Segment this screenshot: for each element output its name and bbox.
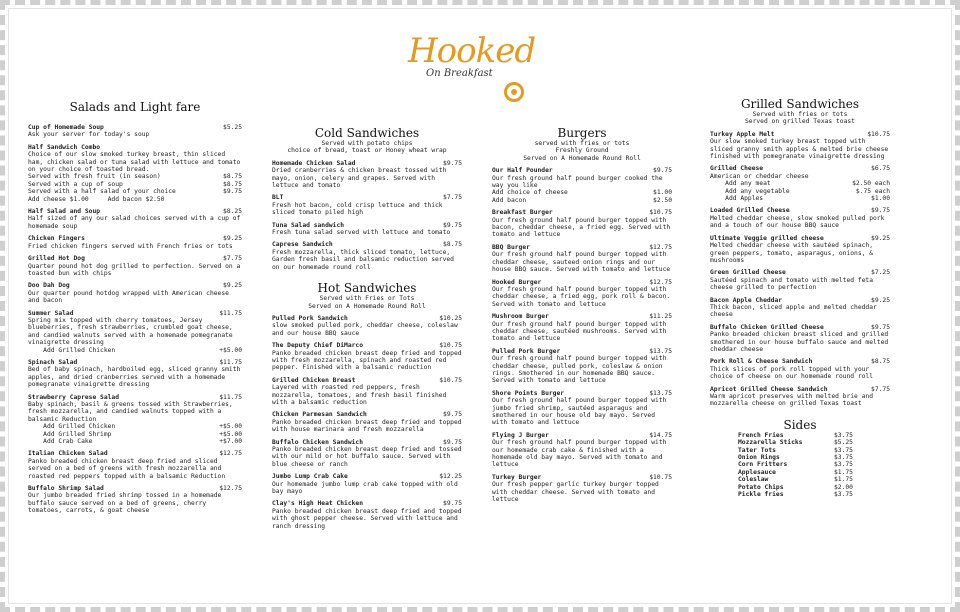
menu-item-name: Half Sandwich Combo (28, 143, 101, 151)
extra-price: $8.75 (223, 180, 242, 188)
section-title: Cold Sandwiches (314, 126, 420, 140)
menu-item-header (28, 144, 242, 151)
menu-item-price: $9.75 (871, 323, 890, 331)
menu-item (710, 324, 890, 354)
salads-section (28, 100, 242, 515)
side-item (738, 469, 890, 476)
menu-item-name: Turkey Apple Melt (710, 130, 775, 138)
menu-item (272, 194, 462, 216)
menu-item-description: slow smoked pulled pork, cheddar cheese, coleslaw and our house BBQ sauce (272, 322, 458, 337)
menu-item-name: BBQ Burger (492, 243, 530, 251)
menu-item-name: Caprese Sandwich (272, 241, 333, 249)
menu-item-name: The Deputy Chief DiMarco (272, 342, 363, 350)
menu-item-price: $10.75 (867, 130, 890, 138)
extra-label: Add Apples (710, 195, 764, 203)
menu-item-description: Our fresh ground half pound burger topped with bacon, cheddar cheese, a fried egg. Served with tomato and lettuce (492, 216, 671, 239)
menu-item-header (272, 377, 462, 384)
menu-item-price: $7.75 (871, 385, 890, 393)
menu-item-price: $9.75 (871, 207, 890, 215)
menu-item-extra (28, 181, 242, 188)
menu-item-price: $10.75 (439, 342, 462, 350)
menu-item (272, 342, 462, 372)
menu-item-header (710, 235, 890, 242)
menu-item (492, 390, 672, 427)
menu-item-name: Buffalo Chicken Sandwich (272, 438, 363, 446)
menu-item-description: Fresh hot bacon, cold crisp lettuce and thick sliced tomato piled high (272, 201, 443, 217)
extra-price: $2.50 (653, 196, 672, 204)
menu-item-name: Grilled Hot Dog (28, 255, 85, 263)
menu-item-header (28, 124, 242, 131)
menu-item-name: Clay's High Heat Chicken (272, 500, 363, 508)
menu-item-price: $11.75 (219, 309, 242, 317)
extra-label: Add Grilled Chicken (28, 346, 116, 354)
menu-item (710, 269, 890, 291)
menu-item (710, 207, 890, 229)
menu-item-header (272, 342, 462, 349)
menu-item (710, 235, 890, 265)
menu-item-extra (28, 173, 242, 180)
menu-item-header (710, 358, 890, 365)
menu-item-extra (492, 197, 672, 204)
menu-item-header (492, 390, 672, 397)
menu-item-header (272, 473, 462, 480)
menu-item-price: $9.75 (443, 438, 462, 446)
menu-item-extra (492, 189, 672, 196)
menu-item-name: Buffalo Chicken Grilled Cheese (710, 323, 824, 331)
side-item-name: Coleslaw (738, 476, 769, 484)
menu-item-name: Strawberry Caprese Salad (28, 393, 119, 401)
menu-item (28, 359, 242, 389)
menu-item-description: Warm apricot preserves with melted brie and mozzarella cheese on grilled Texas toast (710, 393, 874, 408)
menu-item-description: Panko breaded chicken breast deep fried and sliced served on a bed of greens with fresh mozzarella and roasted red peppers topped with a balsamic Reduction (28, 457, 226, 480)
extra-price: $2.50 each (852, 180, 890, 188)
menu-item (272, 439, 462, 469)
section-title: Burgers (557, 126, 607, 140)
menu-item (710, 358, 890, 380)
extra-price: $1.00 (653, 189, 672, 197)
menu-item-price: $8.25 (223, 208, 242, 216)
menu-item-header (710, 269, 890, 276)
menu-item-header (492, 209, 672, 216)
menu-item (492, 209, 672, 239)
side-item-price: $3.75 (834, 461, 853, 469)
menu-item-description: Panko breaded chicken breast sliced and grilled smothered in our house buffalo sauce and melted cheddar cheese (710, 331, 889, 353)
menu-item-price: $9.25 (871, 234, 890, 242)
side-item (738, 476, 890, 483)
menu-item-name: Italian Chicken Salad (28, 450, 108, 458)
menu-item-description: Fresh mozzarella, thick sliced tomato, lettuce, Garden fresh basil and balsamic reduction served on our homemade round roll (272, 248, 454, 271)
burgers-section (492, 126, 672, 503)
menu-item-header (710, 165, 890, 172)
grilled-sandwiches-section (710, 97, 890, 498)
menu-item-description: Dried cranberries & chicken breast tossed with mayo, onion, celery and grapes. Served with lettuce and tomato (272, 167, 447, 190)
menu-item (710, 131, 890, 161)
egg-icon (504, 82, 524, 102)
menu-item-price: $9.25 (223, 282, 242, 290)
menu-item-header (492, 432, 672, 439)
menu-item-name: Loaded Grilled Cheese (710, 207, 790, 215)
cold-sandwiches-section (272, 126, 462, 530)
menu-item-description: Quarter pound hot dog grilled to perfection. Served on a toasted bun with chips (28, 262, 241, 277)
section-title: Sides (783, 417, 817, 432)
menu-item-price: $11.75 (219, 393, 242, 401)
menu-item-price: $12.25 (439, 473, 462, 481)
extra-label: Served with a cup of soup (28, 180, 123, 188)
menu-item-header (710, 131, 890, 138)
menu-item-header (28, 208, 242, 215)
menu-item-price: $9.75 (443, 159, 462, 167)
menu-item-extra (28, 431, 242, 438)
menu-item-description: American or cheddar cheese (710, 172, 809, 180)
menu-item-header (272, 241, 462, 248)
menu-item-name: Chicken Parmesan Sandwich (272, 411, 367, 419)
menu-item-name: Cup of Homemade Soup (28, 124, 104, 131)
menu-item-extra (710, 195, 890, 202)
menu-item-header (492, 474, 672, 481)
sides-section (710, 418, 890, 499)
menu-item-name: Jumbo Lump Crab Cake (272, 473, 348, 481)
menu-item-name: Pork Roll & Cheese Sandwich (710, 358, 813, 366)
section-title: Grilled Sandwiches (740, 97, 860, 111)
side-item-name: Applesauce (738, 468, 776, 476)
menu-item-name: Grilled Cheese (710, 165, 764, 173)
menu-item-description: Melted cheddar cheese with sautéed spinach, green peppers, tomato, asparagus, onions, & mushrooms (710, 242, 874, 264)
menu-item-header (28, 394, 242, 401)
menu-item (28, 255, 242, 277)
menu-item-description: Our fresh ground half pound burger cooked the way you like (492, 174, 663, 190)
menu-item-description: Sautéed spinach and tomato with melted feta cheese grilled to perfection (710, 276, 874, 292)
menu-item (28, 450, 242, 480)
menu-item-price: $12.75 (649, 278, 672, 286)
menu-item-name: Summer Salad (28, 309, 74, 317)
menu-item-name: Apricot Grilled Cheese Sandwich (710, 385, 828, 393)
menu-item-description: Our slow smoked turkey breast topped with sliced granny smith apples & melted brie cheese finished with pomegranate vinaigrette dressing (710, 138, 889, 161)
extra-label: Add any meat (710, 180, 771, 188)
menu-item-extra (28, 347, 242, 354)
extra-price: +$5.00 (219, 423, 242, 431)
side-item-price: $3.75 (834, 454, 853, 462)
menu-item (492, 432, 672, 469)
menu-item-name: Bacon Apple Cheddar (710, 296, 783, 304)
menu-item-name: Doo Dah Dog (28, 282, 70, 290)
menu-item-price: $14.75 (649, 431, 672, 439)
extra-label: Add Grilled Shrimp (28, 430, 112, 438)
menu-item-header (272, 160, 462, 167)
menu-item-description: Our fresh pepper garlic turkey burger topped with cheddar cheese. Served with tomato and lettuce (492, 481, 659, 504)
menu-item-name: Spinach Salad (28, 358, 78, 366)
side-item-name: Corn Fritters (738, 461, 788, 469)
menu-item-header (28, 310, 242, 317)
extra-label: Add bacon (492, 196, 527, 204)
extra-price: $9.75 (223, 188, 242, 196)
menu-item-header (710, 324, 890, 331)
menu-item-price: $10.75 (439, 376, 462, 384)
menu-item (492, 244, 672, 274)
menu-item-name: Green Grilled Cheese (710, 269, 786, 277)
menu-item-price: $11.25 (649, 313, 672, 321)
side-item-name: Tater Tots (738, 446, 776, 454)
extra-label: Served with fresh fruit (in season) (28, 173, 161, 181)
extra-label: Add any vegetable (710, 187, 790, 195)
side-item (738, 484, 890, 491)
menu-item-name: Mushroom Burger (492, 313, 549, 321)
extra-label: Served with a half salad of your choice (28, 188, 176, 196)
menu-item-header (710, 386, 890, 393)
menu-item-price: $10.75 (649, 473, 672, 481)
menu-item-name: Grilled Chicken Breast (272, 376, 356, 384)
menu-item-header (28, 450, 242, 457)
menu-item (28, 282, 242, 304)
menu-item-description: Bed of baby spinach, hardboiled egg, sliced granny smith apples, and dried cranberries served with a homemade pomegranate vinaigrette dressing (28, 366, 241, 389)
menu-item-name: Half Salad and Soup (28, 208, 101, 216)
menu-item-price: $13.75 (649, 347, 672, 355)
menu-item-price: $9.75 (443, 411, 462, 419)
menu-item (492, 167, 672, 204)
menu-item-price: $9.75 (443, 221, 462, 229)
menu-item-header (492, 348, 672, 355)
menu-item-description: Half sized of any our salad choices served with a cup of homemade soup (28, 215, 241, 230)
menu-item (28, 310, 242, 354)
menu-item-description: Choice of our slow smoked turkey breast, thin sliced ham, chicken salad or tuna salad with lettuce and tomato on your choice of toasted bread. (28, 151, 241, 174)
menu-item-price: $12.75 (649, 243, 672, 251)
menu-item-price: $6.75 (871, 165, 890, 173)
menu-item-description: Spring mix topped with cherry tomatoes, Jersey blueberries, fresh strawberries, crumbled goat cheese, and candied walnuts served with a homemade pomegranate vinaigrette dressing (28, 316, 233, 347)
menu-item-header (710, 207, 890, 214)
side-item-name: Pickle fries (738, 491, 784, 499)
side-item-name: Potato Chips (738, 483, 784, 491)
menu-item (28, 235, 242, 250)
menu-item-price: $8.75 (443, 241, 462, 249)
menu-item (272, 500, 462, 530)
section-subtitle: Served with fries or tots Served on grilled Texas toast (745, 111, 855, 126)
menu-item-description: Our quarter pound hotdog wrapped with American cheese and bacon (28, 289, 229, 305)
menu-item-price: $11.75 (219, 358, 242, 366)
menu-item-price: $13.75 (649, 389, 672, 397)
menu-item (710, 165, 890, 202)
menu-item (28, 144, 242, 203)
menu-item-price: $9.75 (443, 500, 462, 508)
menu-item-description: Our homemade jumbo lump crab cake topped with old bay mayo (272, 480, 458, 496)
section-title: Hot Sandwiches (317, 281, 417, 296)
menu-item-extra (28, 196, 242, 203)
side-item (738, 461, 890, 468)
menu-item-name: Hooked Burger (492, 278, 542, 286)
menu-item-header (272, 439, 462, 446)
menu-item-description: Panko breaded chicken breast deep fried and topped with house marinara and fresh mozzarella (272, 418, 462, 434)
extra-label: Add cheese $1.00 Add bacon $2.50 (28, 195, 165, 203)
extra-price: +$7.00 (219, 438, 242, 446)
menu-item-name: Pulled Pork Burger (492, 347, 561, 355)
menu-item-header (272, 500, 462, 507)
menu-item-description: Our fresh ground half pound burger topped with cheddar cheese, sautéed mushrooms. Served with tomato and lettuce (492, 320, 667, 343)
section-gap (710, 408, 890, 418)
menu-item-price: $8.75 (871, 358, 890, 366)
side-item (738, 439, 890, 446)
side-item (738, 447, 890, 454)
menu-item (272, 241, 462, 271)
menu-item-price: $9.25 (871, 296, 890, 304)
menu-item-name: Ultimate Veggie grilled cheese (710, 234, 824, 242)
section-gap (272, 271, 462, 281)
menu-item-name: Our Half Pounder (492, 167, 553, 175)
extra-label: Add Grilled Chicken (28, 423, 116, 431)
menu-item-name: Tuna Salad sandwich (272, 221, 345, 229)
menu-item-description: Thick bacon, sliced apple and melted cheddar cheese (710, 303, 877, 319)
menu-item-name: Buffalo Shrimp Salad (28, 485, 104, 493)
extra-price: $8.75 (223, 173, 242, 181)
menu-item (492, 348, 672, 385)
menu-item-description: Our jumbo breaded fried shrimp tossed in a homemade buffalo sauce served on a bed of greens, cherry tomatoes, carrots, & goat cheese (28, 492, 222, 515)
logo (408, 31, 548, 104)
menu-item-header (28, 255, 242, 262)
side-item-price: $3.75 (834, 446, 853, 454)
menu-item (710, 297, 890, 319)
side-item (738, 491, 890, 498)
menu-item-price: $7.25 (871, 269, 890, 277)
menu-item-description: Ask your server for today's soup (28, 131, 150, 139)
menu-item-price: $5.25 (223, 124, 242, 131)
side-item-price: $2.00 (834, 483, 853, 491)
menu-item-name: Homemade Chicken Salad (272, 159, 356, 167)
menu-item-name: Flying J Burger (492, 431, 549, 439)
menu-item-extra (28, 438, 242, 445)
extra-price: $1.00 (871, 195, 890, 203)
section-title: Salads and Light fare (69, 100, 201, 114)
menu-item-description: Baby spinach, basil & greens tossed with Strawberries, fresh mozzarella, and candied walnuts topped with a balsamic Reduction (28, 401, 233, 423)
menu-item-description: Panko breaded chicken breast deep fried and tossed with our mild or hot buffalo sauce. Served with blue cheese or ranch (272, 446, 462, 468)
menu-item-price: $10.25 (439, 314, 462, 322)
menu-item (272, 222, 462, 237)
logo-brand: Hooked (408, 31, 536, 71)
menu-item (492, 313, 672, 343)
side-item-price: $3.75 (834, 491, 853, 499)
menu-item-description: Panko breaded chicken breast deep fried and topped with fresh mozzarella, spinach and roasted red pepper. Finished with a balsamic reduction (272, 349, 462, 372)
menu-item-name: BLT (272, 194, 284, 202)
section-subtitle: Served with potato chips choice of bread, toast or Honey wheat wrap (287, 140, 447, 155)
menu-item (492, 474, 672, 504)
menu-item-price: $12.75 (219, 450, 242, 458)
side-item-price: $1.75 (834, 468, 853, 476)
menu-item-header (272, 222, 462, 229)
side-item-price: $1.75 (834, 476, 853, 484)
menu-item-extra (28, 188, 242, 195)
section-subtitle: served with fries or tots Freshly Ground Served on A Homemade Round Roll (523, 140, 641, 162)
menu-item-extra (710, 180, 890, 187)
menu-item-name: Breakfast Burger (492, 209, 553, 217)
menu-item-price: $9.75 (653, 167, 672, 175)
menu-item-header (710, 297, 890, 304)
menu-item (492, 279, 672, 309)
menu-item-header (28, 359, 242, 366)
logo-tagline: On Breakfast (426, 68, 493, 79)
menu-item (28, 485, 242, 515)
menu-item (28, 208, 242, 230)
menu-item-header (28, 485, 242, 492)
section-subtitle: Served with Fries or Tots Served on A Homemade Round Roll (308, 295, 426, 310)
menu-item-price: $9.25 (223, 235, 242, 243)
menu-item-description: Our fresh ground half pound burger topped with jumbo fried shrimp, sautéed asparagus and smothered in our house old bay mayo. Served with tomato and lettuce (492, 397, 667, 427)
menu-item (710, 386, 890, 408)
menu-item (272, 377, 462, 407)
menu-item-header (492, 244, 672, 251)
menu-item-header (272, 411, 462, 418)
menu-item-extra (28, 423, 242, 430)
menu-item-header (492, 167, 672, 174)
side-item-name: Mozzarella Sticks (738, 439, 803, 447)
menu-item-header (28, 282, 242, 289)
extra-price: +$5.00 (219, 430, 242, 438)
menu-item (28, 124, 242, 139)
menu-item (272, 411, 462, 433)
menu-item-extra (710, 188, 890, 195)
menu-item-header (28, 235, 242, 242)
menu-item-description: Our fresh ground half pound burger topped with cheddar cheese, pulled pork, coleslaw & onion rings. Smothered in our homemade BBQ sauce. Served with tomato and lettuce (492, 355, 667, 385)
menu-item-description: Panko breaded chicken breast deep fried and topped with ghost pepper cheese. Served with lettuce and ranch dressing (272, 507, 462, 530)
menu-item-price: $7.75 (223, 255, 242, 263)
menu-item-description: Fresh tuna salad served with lettuce and tomato (272, 229, 451, 237)
menu-item (28, 394, 242, 446)
extra-price: +$5.00 (219, 346, 242, 354)
side-item-price: $5.25 (834, 439, 853, 447)
menu-item-price: $10.75 (649, 209, 672, 217)
extra-price: $.75 each (855, 187, 890, 195)
menu-item-header (272, 315, 462, 322)
menu-item-description: Melted cheddar cheese, slow smoked pulled pork and a touch of our house BBQ sauce (710, 214, 885, 230)
menu-item-price: $12.75 (219, 485, 242, 493)
menu-item-description: Our fresh ground half pound burger topped with our homemade crab cake & finished with a homemade old bay mayo. Served with tomato and lettuce (492, 439, 667, 469)
menu-item-header (272, 194, 462, 201)
menu-item-name: Shore Points Burger (492, 389, 565, 397)
menu-item-price: $7.75 (443, 194, 462, 202)
menu-item-description: Fried chicken fingers served with French fries or tots (28, 242, 233, 250)
menu-item-header (492, 279, 672, 286)
menu-item-name: Chicken Fingers (28, 235, 85, 243)
menu-item-description: Our fresh ground half pound burger topped with cheddar cheese, a fried egg, pork roll & bacon. Served with tomato and lettuce (492, 285, 671, 308)
menu-item-description: Layered with roasted red peppers, fresh mozzarella, tomatoes, and fresh basil finished with a balsamic reduction (272, 384, 447, 406)
menu-item-description: Thick slices of pork roll topped with your choice of cheese on our homemade round roll (710, 365, 874, 381)
side-item-name: Onion Rings (738, 454, 780, 462)
extra-label: Add choice of cheese (492, 189, 568, 197)
side-item-price: $3.75 (834, 431, 853, 439)
menu-item-header (492, 313, 672, 320)
menu-item (272, 160, 462, 190)
menu-item-name: Turkey Burger (492, 473, 542, 481)
menu-item-description: Our fresh ground half pound burger topped with cheddar cheese, sauteed onion rings and our house BBQ sauce. Served with tomato and lettuce (492, 251, 671, 274)
side-item-name: French Fries (738, 431, 784, 439)
menu-item-name: Pulled Pork Sandwich (272, 314, 348, 322)
menu-item (272, 473, 462, 495)
extra-label: Add Crab Cake (28, 438, 93, 446)
menu-item (272, 315, 462, 337)
